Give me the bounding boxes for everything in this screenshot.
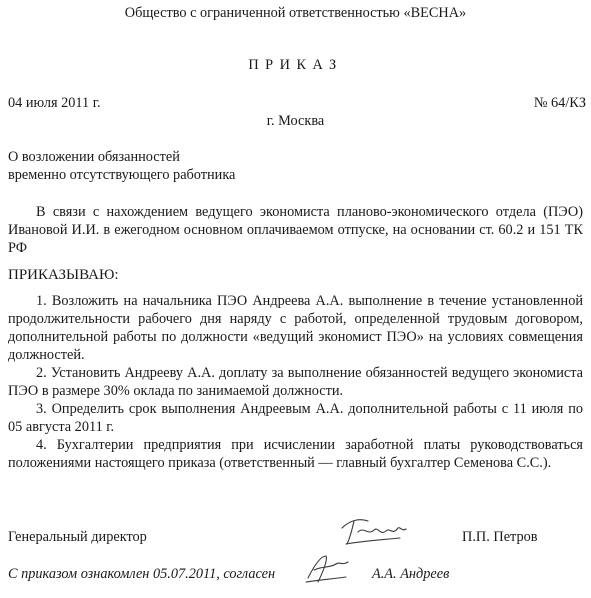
document-title: ПРИКАЗ bbox=[248, 57, 343, 73]
order-item-4: 4. Бухгалтерии предприятия при исчислении заработной платы руководствоваться положениями настоящего приказа (ответственный — главный бухгалтер Семенова С.С.). bbox=[8, 437, 583, 471]
order-heading: ПРИКАЗЫВАЮ: bbox=[8, 267, 119, 283]
city: г. Москва bbox=[266, 113, 325, 129]
subject-line-1: О возложении обязанностей bbox=[8, 149, 180, 165]
signatory-name: П.П. Петров bbox=[462, 529, 538, 545]
order-date: 04 июля 2011 г. bbox=[8, 95, 101, 111]
order-number: № 64/КЗ bbox=[533, 95, 586, 111]
order-item-3: 3. Определить срок выполнения Андреевым А.А. дополнительной работы с 11 июля по 05 августа 2011 г. bbox=[8, 401, 583, 435]
subject-line-2: временно отсутствующего работника bbox=[8, 167, 236, 183]
company-name: Общество с ограниченной ответственностью «ВЕСНА» bbox=[124, 5, 467, 21]
preamble-paragraph: В связи с нахождением ведущего экономиста планово-экономического отдела (ПЭО) Ивановой И.И. в ежегодном основном оплачиваемом отпуске, на основании ст. 60.2 и 151 ТК РФ bbox=[8, 204, 583, 256]
signatory-role: Генеральный директор bbox=[8, 529, 147, 545]
order-item-1: 1. Возложить на начальника ПЭО Андреева А.А. выполнение в течение установленной продолжительности рабочего дня наряду с работой, определенной трудовым договором, дополнительной работы по должности «ведущий экономист ПЭО» на условиях совмещения должностей. bbox=[8, 293, 583, 363]
director-signature-image bbox=[338, 514, 408, 548]
order-item-2: 2. Установить Андрееву А.А. доплату за выполнение обязанностей ведущего экономиста ПЭО в размере 30% оклада по занимаемой должности. bbox=[8, 365, 583, 399]
acknowledgement-text: С приказом ознакомлен 05.07.2011, согласен bbox=[8, 566, 276, 582]
employee-signature-image bbox=[302, 552, 352, 586]
acknowledging-employee-name: А.А. Андреев bbox=[372, 566, 450, 582]
